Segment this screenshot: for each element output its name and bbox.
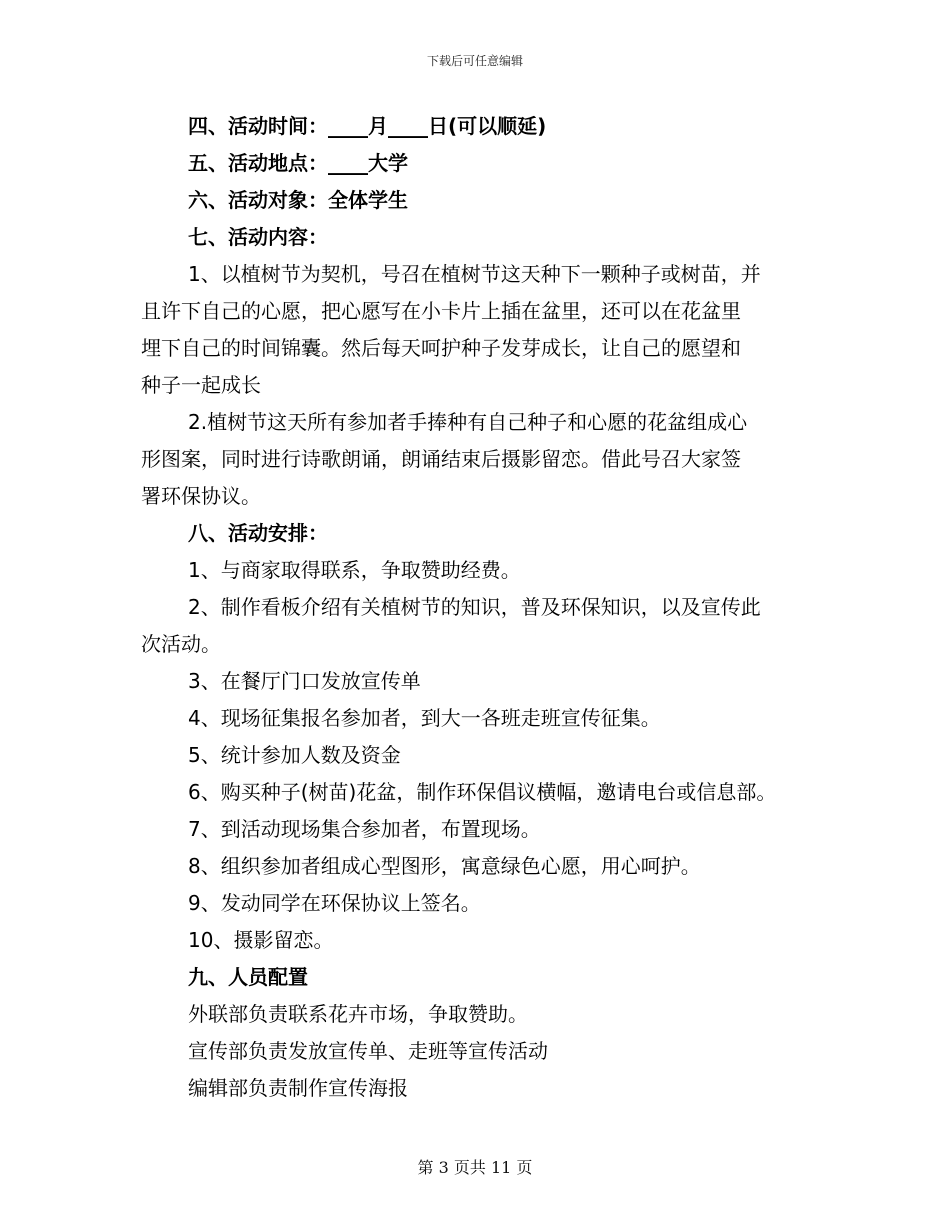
section-arrangement-heading: 八、活动安排： bbox=[188, 521, 328, 545]
content-item-2-line-2: 形图案，同时进行诗歌朗诵，朗诵结束后摄影留恋。借此号召大家签 bbox=[141, 447, 741, 471]
arrangement-item-5: 5、统计参加人数及资金 bbox=[188, 743, 401, 767]
content-item-1-line-2: 且许下自己的心愿，把心愿写在小卡片上插在盆里，还可以在花盆里 bbox=[141, 299, 741, 323]
page-number-footer: 第 3 页共 11 页 bbox=[417, 1158, 533, 1177]
page-header: 下载后可任意编辑 bbox=[426, 54, 523, 68]
arrangement-item-6: 6、购买种子(树苗)花盆，制作环保倡议横幅，邀请电台或信息部。 bbox=[188, 780, 777, 804]
arrangement-item-7: 7、到活动现场集合参加者，布置现场。 bbox=[188, 817, 541, 841]
arrangement-item-8: 8、组织参加者组成心型图形，寓意绿色心愿，用心呵护。 bbox=[188, 854, 701, 878]
section-time: 四、活动时间：____月____日(可以顺延) bbox=[188, 114, 547, 138]
section-content-heading: 七、活动内容： bbox=[188, 225, 328, 249]
content-item-2-line-1: 2.植树节这天所有参加者手捧种有自己种子和心愿的花盆组成心 bbox=[188, 410, 748, 434]
arrangement-item-3: 3、在餐厅门口发放宣传单 bbox=[188, 669, 421, 693]
staffing-item-2: 宣传部负责发放宣传单、走班等宣传活动 bbox=[188, 1039, 548, 1063]
staffing-item-1: 外联部负责联系花卉市场，争取赞助。 bbox=[188, 1002, 528, 1026]
section-audience: 六、活动对象：全体学生 bbox=[188, 188, 408, 212]
content-item-1-line-4: 种子一起成长 bbox=[141, 373, 261, 397]
arrangement-item-4: 4、现场征集报名参加者，到大一各班走班宣传征集。 bbox=[188, 706, 661, 730]
content-item-1-line-3: 埋下自己的时间锦囊。然后每天呵护种子发芽成长，让自己的愿望和 bbox=[141, 336, 741, 360]
arrangement-item-9: 9、发动同学在环保协议上签名。 bbox=[188, 891, 481, 915]
section-location: 五、活动地点：____大学 bbox=[188, 151, 408, 175]
arrangement-item-2-line-1: 2、制作看板介绍有关植树节的知识，普及环保知识，以及宣传此 bbox=[188, 595, 761, 619]
content-item-1-line-1: 1、以植树节为契机，号召在植树节这天种下一颗种子或树苗，并 bbox=[188, 262, 761, 286]
content-item-2-line-3: 署环保协议。 bbox=[141, 484, 261, 508]
staffing-item-3: 编辑部负责制作宣传海报 bbox=[188, 1076, 408, 1100]
arrangement-item-10: 10、摄影留恋。 bbox=[188, 928, 334, 952]
section-staffing-heading: 九、人员配置 bbox=[188, 965, 308, 989]
arrangement-item-2-line-2: 次活动。 bbox=[141, 632, 221, 656]
arrangement-item-1: 1、与商家取得联系，争取赞助经费。 bbox=[188, 558, 521, 582]
